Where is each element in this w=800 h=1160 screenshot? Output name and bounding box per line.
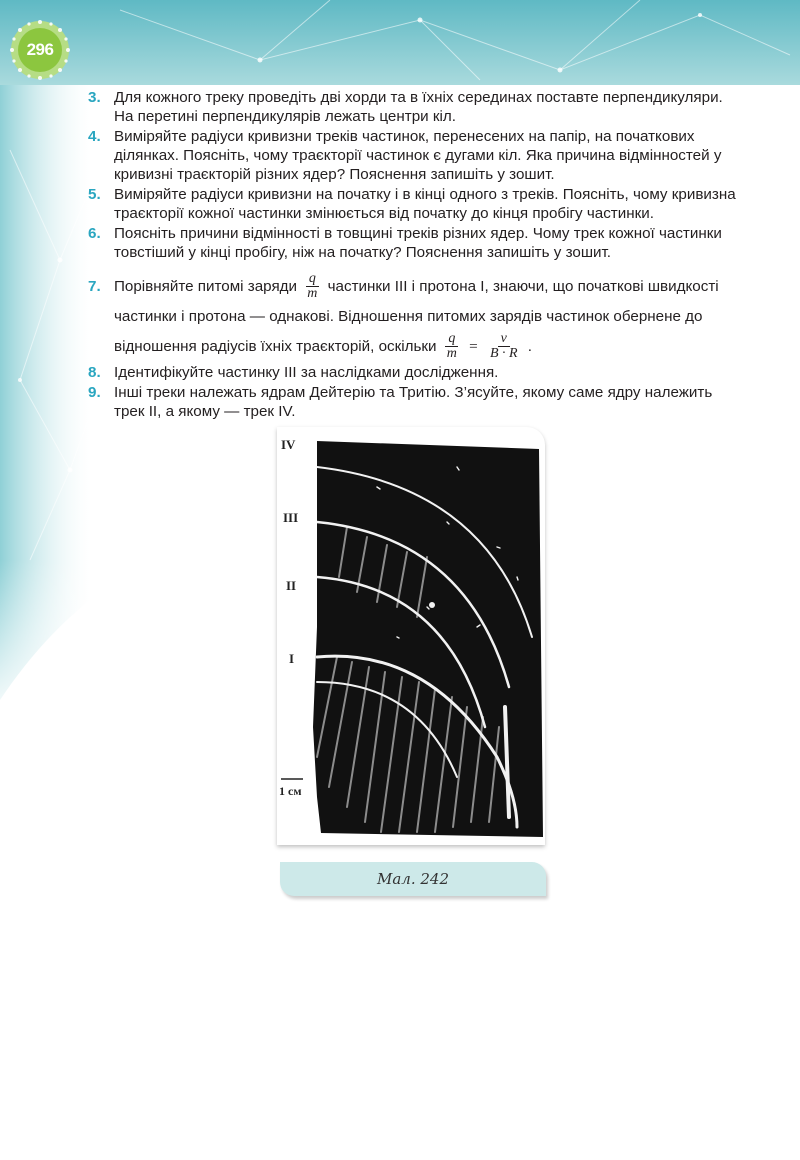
fraction-numerator: q [306, 272, 319, 287]
scale-label: 1 см [279, 784, 302, 798]
task-item-7 [88, 272, 740, 362]
equals-sign: = [469, 338, 478, 355]
track-label-iv: IV [281, 437, 296, 452]
fraction-denominator: B · R [489, 346, 518, 362]
task-item-4 [88, 127, 740, 184]
task-item-5 [88, 185, 740, 223]
page-number-badge [10, 20, 70, 80]
fraction-numerator: q [445, 332, 458, 347]
task-number: 4. [88, 128, 101, 145]
particle-tracks-figure [277, 427, 545, 845]
fraction-denominator: m [307, 286, 318, 302]
fraction-denominator: m [446, 346, 457, 362]
task-number: 5. [88, 186, 101, 203]
track-label-ii: II [286, 578, 297, 593]
track-label-iii: III [283, 510, 299, 525]
task-text-part3: . [527, 338, 533, 355]
task-text-part2: частинки III і протона I, знаючи, що початкові швидкості частинки і протона — однакові. Відношення питомих зарядів частинок обернене до відношення радіусів їхніх траєкторій, оскільки [114, 278, 719, 355]
task-number: 7. [88, 278, 101, 295]
specific-charge-fraction [304, 272, 320, 301]
formula-right-fraction [487, 332, 521, 361]
task-text-part1: Порівняйте питомі заряди [114, 278, 298, 295]
task-item-6 [88, 224, 740, 262]
track-label-i: I [289, 651, 295, 666]
figure-caption-box [280, 862, 546, 896]
figure-caption: Мал. 242 [376, 870, 450, 888]
fraction-numerator: v [498, 332, 510, 347]
task-text: Поясніть причини відмінності в товщині треків різних ядер. Чому трек кожної частинки товстіший у кінці пробігу, ніж на початку? Пояснення запишіть у зошит. [114, 225, 722, 261]
task-item-8 [88, 363, 740, 382]
task-text: Виміряйте радіуси кривизни треків частинок, перенесених на папір, на початкових ділянках. Поясніть, чому траєкторії частинок є дугами кіл. Яка причина відмінностей у кривизні траєкторій різних ядер? Пояснення запишіть у зошит. [114, 128, 722, 183]
task-number: 3. [88, 89, 101, 106]
task-number: 8. [88, 364, 101, 381]
formula-left-fraction [444, 332, 460, 361]
task-list [88, 88, 740, 421]
task-text [114, 272, 740, 362]
task-text: Інші треки належать ядрам Дейтерію та Тритію. З’ясуйте, якому саме ядру належить трек II, а якому — трек IV. [114, 384, 713, 420]
task-number: 6. [88, 225, 101, 242]
task-number: 9. [88, 384, 101, 401]
task-item-3 [88, 88, 740, 126]
track-photograph [277, 427, 545, 845]
task-text: Для кожного треку проведіть дві хорди та в їхніх серединах поставте перпендикуляри. На перетині перпендикулярів лежать центри кіл. [114, 89, 723, 125]
task-text: Ідентифікуйте частинку III за наслідками дослідження. [114, 364, 499, 381]
task-item-9 [88, 383, 740, 421]
page-number: 296 [26, 40, 54, 59]
task-text: Виміряйте радіуси кривизни на початку і в кінці одного з треків. Поясніть, чому кривизна траєкторії кожної частинки змінюється від початку до кінця пробігу частинки. [114, 186, 736, 222]
